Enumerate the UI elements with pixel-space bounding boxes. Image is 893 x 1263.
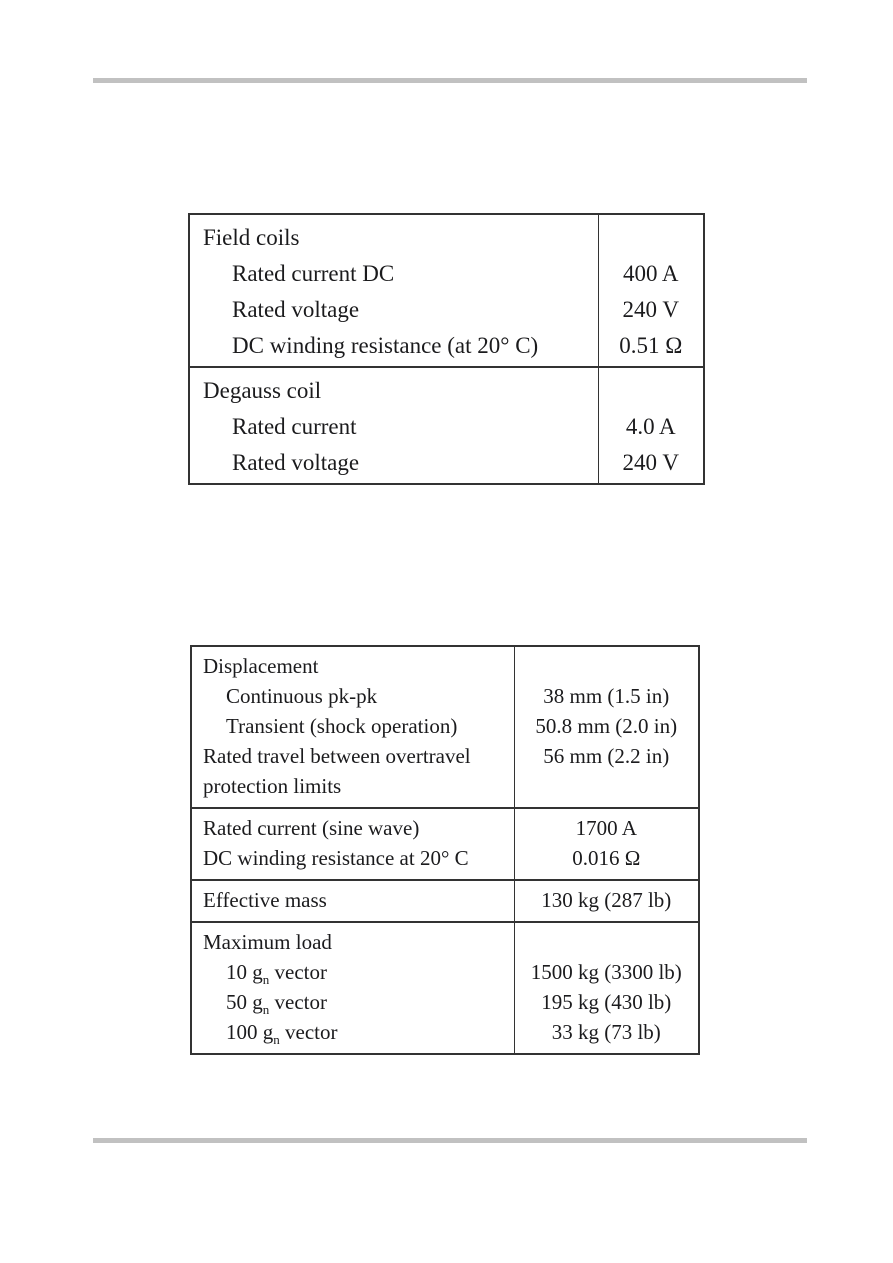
row-label: Rated voltage <box>232 450 360 475</box>
table-row <box>191 741 699 808</box>
row-label: DC winding resistance at 20° C <box>203 846 469 870</box>
table-row <box>191 646 699 681</box>
row-label: Maximum load <box>191 922 514 957</box>
row-value: 400 A <box>598 256 704 292</box>
label-text: vector <box>269 990 327 1014</box>
row-label: Rated current (sine wave) <box>191 808 514 843</box>
row-label <box>191 1017 514 1054</box>
section-maximum-load <box>191 922 699 1054</box>
label-text: 10 g <box>226 960 263 984</box>
row-value-empty <box>514 646 699 681</box>
section-degauss-coil <box>189 367 704 484</box>
row-label: Rated current DC <box>232 261 395 286</box>
table-row <box>191 880 699 922</box>
row-value: 38 mm (1.5 in) <box>514 681 699 711</box>
section-electrical <box>191 808 699 880</box>
row-label: Rated travel between overtravel protection limits <box>203 744 471 798</box>
table-row <box>191 681 699 711</box>
table-row <box>189 256 704 292</box>
label-text: vector <box>279 1020 338 1044</box>
row-value: 1500 kg (3300 lb) <box>514 957 699 987</box>
row-value: 130 kg (287 lb) <box>514 880 699 922</box>
subscript-n: n <box>273 1032 280 1048</box>
row-label: Transient (shock operation) <box>226 714 458 738</box>
row-label: DC winding resistance (at 20° C) <box>232 333 539 358</box>
row-label: Rated voltage <box>232 297 360 322</box>
row-value-empty <box>598 214 704 256</box>
section-effective-mass <box>191 880 699 922</box>
row-value: 195 kg (430 lb) <box>514 987 699 1017</box>
table-row <box>189 367 704 409</box>
row-value: 1700 A <box>514 808 699 843</box>
row-value-empty <box>514 922 699 957</box>
row-value: 240 V <box>598 445 704 484</box>
table-row <box>191 711 699 741</box>
table-row <box>189 328 704 367</box>
row-label: Degauss coil <box>189 367 598 409</box>
label-text: 100 g <box>226 1020 274 1044</box>
subscript-n: n <box>262 972 270 987</box>
footer-rule <box>93 1138 807 1143</box>
table-row <box>189 214 704 256</box>
row-label: Displacement <box>203 654 319 678</box>
table-row <box>191 922 699 957</box>
table-row <box>189 409 704 445</box>
row-value: 0.51 Ω <box>598 328 704 367</box>
row-label <box>191 987 514 1017</box>
table-row <box>191 987 699 1017</box>
shaker-spec-table <box>190 645 700 1055</box>
row-value: 4.0 A <box>598 409 704 445</box>
coil-spec-table <box>188 213 705 485</box>
section-displacement <box>191 646 699 808</box>
row-label: Rated current <box>232 414 357 439</box>
row-value: 33 kg (73 lb) <box>514 1017 699 1054</box>
row-value: 50.8 mm (2.0 in) <box>514 711 699 741</box>
row-label: Effective mass <box>191 880 514 922</box>
row-label <box>191 957 514 987</box>
table-row <box>191 843 699 880</box>
table-row <box>189 292 704 328</box>
header-rule <box>93 78 807 83</box>
subscript-n: n <box>262 1002 270 1017</box>
table-row <box>191 1017 699 1054</box>
row-value-empty <box>598 367 704 409</box>
label-text: 50 g <box>226 990 263 1014</box>
table-row <box>189 445 704 484</box>
row-label: Field coils <box>203 225 300 250</box>
row-value: 56 mm (2.2 in) <box>514 741 699 808</box>
label-text: vector <box>269 960 327 984</box>
row-label: Continuous pk-pk <box>226 684 378 708</box>
section-field-coils <box>189 214 704 367</box>
table-row <box>191 808 699 843</box>
table-row <box>191 957 699 987</box>
row-value: 0.016 Ω <box>514 843 699 880</box>
row-value: 240 V <box>598 292 704 328</box>
